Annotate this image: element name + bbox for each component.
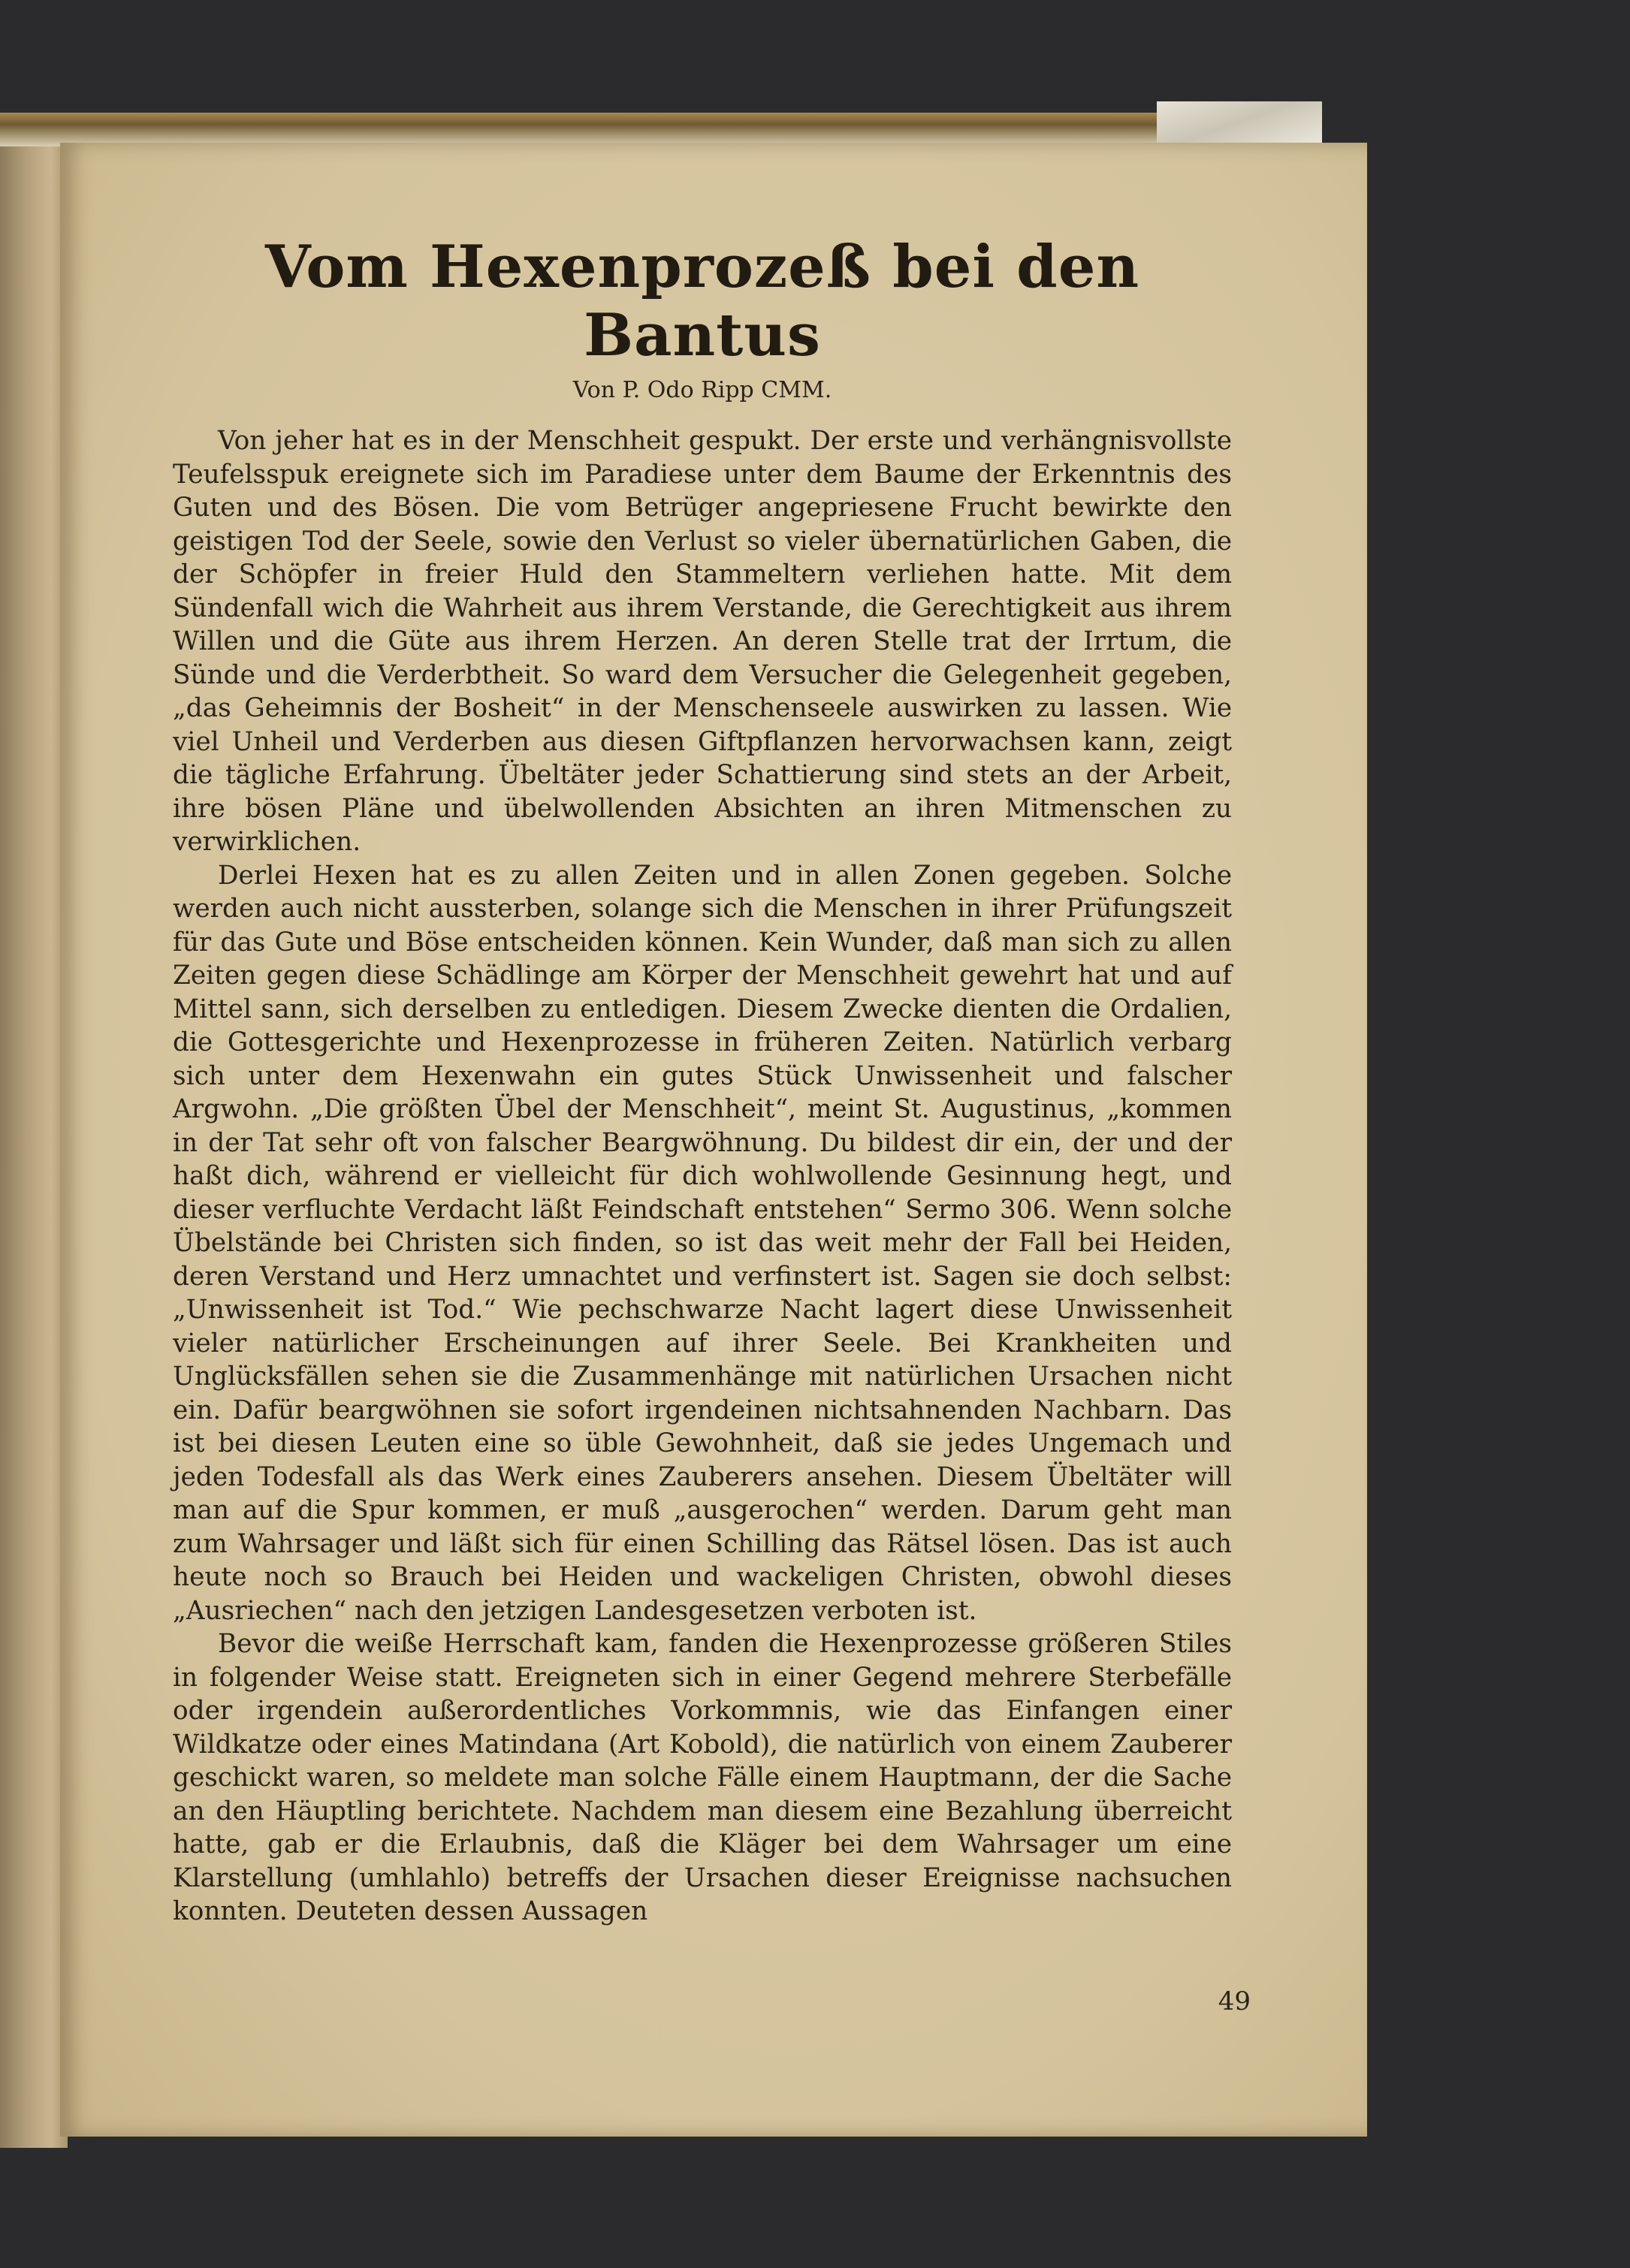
article-byline: Von P. Odo Ripp CMM. <box>572 377 832 403</box>
paragraph-1: Von jeher hat es in der Menschheit gespukt. Der erste und verhängnisvollste Teufelsspuk ereignete sich im Paradiese unter dem Baume der Erkenntnis des Guten und des Bösen. Die vom Betrüger angepriesene Frucht bewirkte den geistigen Tod der Seele, sowie den Verlust so vieler übernatürlichen Gaben, die der Schöpfer in freier Huld den Stammeltern verliehen hatte. Mit dem Sündenfall wich die Wahrheit aus ihrem Verstande, die Gerechtigkeit aus ihrem Willen und die Güte aus ihrem Herzen. An deren Stelle trat der Irrtum, die Sünde und die Verderbtheit. So ward dem Versucher die Gelegenheit gegeben, „das Geheimnis der Bosheit“ in der Menschenseele auswirken zu lassen. Wie viel Unheil und Verderben aus diesen Giftpflanzen hervorwachsen kann, zeigt die tägliche Erfahrung. Übeltäter jeder Schattierung sind stets an der Arbeit, ihre bösen Pläne und übelwollenden Absichten an ihren Mitmenschen zu verwirklichen. <box>173 426 1232 857</box>
book-cover-top-edge <box>0 113 1322 146</box>
book-cover-label <box>1157 101 1322 143</box>
page-number: 49 <box>1218 1986 1251 2016</box>
article-title: Vom Hexenprozeß bei den Bantus <box>264 233 1140 369</box>
book-page <box>60 143 1367 2137</box>
paragraph-3: Bevor die weiße Herrschaft kam, fanden die Hexenprozesse größeren Stiles in folgender Weise statt. Ereigneten sich in einer Gegend mehrere Sterbefälle oder irgendein außerordentliches Vorkommnis, wie das Einfangen einer Wildkatze oder eines Matindana (Art Kobold), die natürlich von einem Zauberer geschickt waren, so meldete man solche Fälle einem Hauptmann, der die Sache an den Häuptling berichtete. Nachdem man diesem eine Bezahlung überreicht hatte, gab er die Erlaubnis, daß die Kläger bei dem Wahrsager um eine Klarstellung (umhlahlo) betreffs der Ursachen dieser Ereignisse nachsuchen konnten. Deuteten dessen Aussagen <box>173 1629 1232 1926</box>
paragraph-2: Derlei Hexen hat es zu allen Zeiten und in allen Zonen gegeben. Solche werden auch nicht aussterben, solange sich die Menschen in ihrer Prüfungszeit für das Gute und Böse entscheiden können. Kein Wunder, daß man sich zu allen Zeiten gegen diese Schädlinge am Körper der Menschheit gewehrt hat und auf Mittel sann, sich derselben zu entledigen. Diesem Zwecke dienten die Ordalien, die Gottesgerichte und Hexenprozesse in früheren Zeiten. Natürlich verbarg sich unter dem Hexenwahn ein gutes Stück Unwissenheit und falscher Argwohn. „Die größten Übel der Menschheit“, meint St. Augustinus, „kommen in der Tat sehr oft von falscher Beargwöhnung. Du bildest dir ein, der und der haßt dich, während er vielleicht für dich wohlwollende Gesinnung hegt, und dieser verfluchte Verdacht läßt Feindschaft entstehen“ Sermo 306. Wenn solche Übelstände bei Christen sich finden, so ist das weit mehr der Fall bei Heiden, deren Verstand und Herz umnachtet und verfinstert ist. Sagen sie doch selbst: „Unwissenheit ist Tod.“ Wie pechschwarze Nacht lagert diese Unwissenheit vieler natürlicher Erscheinungen auf ihrer Seele. Bei Krankheiten und Unglücksfällen sehen sie die Zusammenhänge mit natürlichen Ursachen nicht ein. Dafür beargwöhnen sie sofort irgendeinen nichtsahnenden Nachbarn. Das ist bei diesen Leuten eine so üble Gewohnheit, daß sie jedes Ungemach und jeden Todesfall als das Werk eines Zauberers ansehen. Diesem Übeltäter will man auf die Spur kommen, er muß „ausgerochen“ werden. Darum geht man zum Wahrsager und läßt sich für einen Schilling das Rätsel lösen. Das ist auch heute noch so Brauch bei Heiden und wackeligen Christen, obwohl dieses „Ausriechen“ nach den jetzigen Landesgesetzen verboten ist. <box>173 860 1232 1626</box>
article <box>173 233 1232 1929</box>
book-spine-edge <box>0 128 68 2148</box>
